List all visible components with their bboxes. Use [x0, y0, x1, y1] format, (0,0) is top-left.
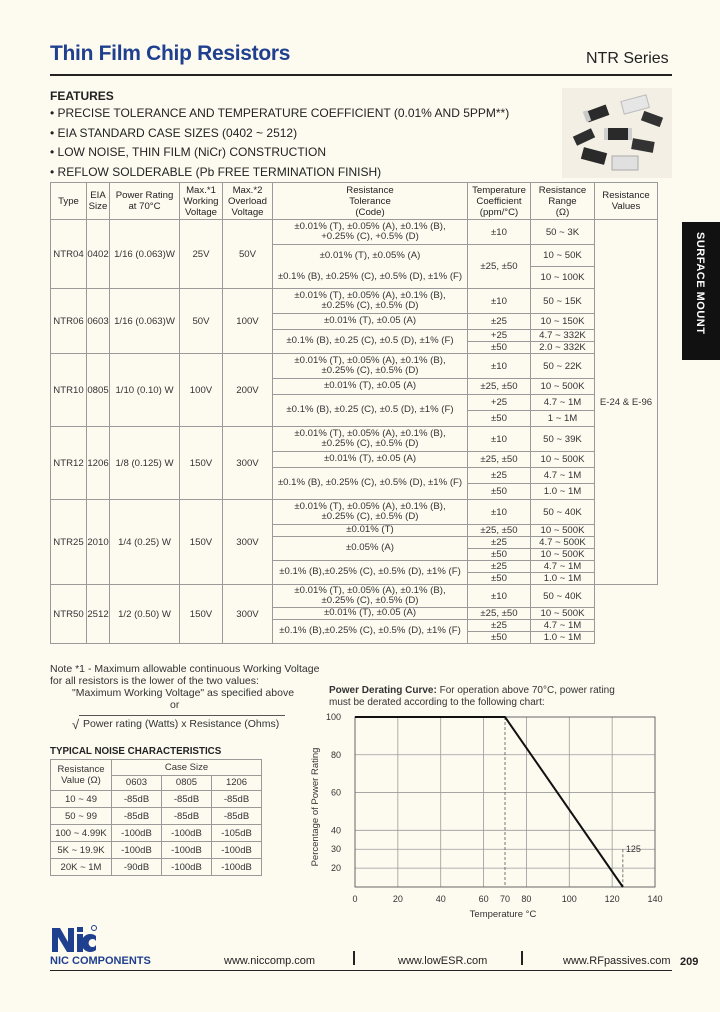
footer-rule	[50, 970, 672, 971]
noise-cell: -100dB	[212, 842, 262, 859]
tc-cell: ±50	[468, 549, 531, 561]
tc-cell: ±25	[468, 314, 531, 330]
tc-cell: +25	[468, 395, 531, 411]
tc-cell: ±25, ±50	[468, 245, 531, 289]
section-tab-label: SURFACE MOUNT	[694, 232, 706, 335]
y-tick-label: 80	[330, 749, 341, 760]
y-tick-label: 40	[330, 825, 341, 836]
tc-cell: ±10	[468, 220, 531, 245]
tolerance-cell: ±0.01% (T), ±0.05 (A)	[273, 314, 468, 330]
range-cell: 10 ~ 500K	[531, 525, 595, 537]
spec-table	[50, 182, 658, 644]
range-cell: 10 ~ 500K	[531, 452, 595, 468]
derating-chart	[300, 706, 680, 926]
range-cell: 10 ~ 50K	[531, 245, 595, 267]
tolerance-cell: ±0.1% (B),±0.25% (C), ±0.5% (D), ±1% (F)	[273, 620, 468, 644]
y-axis-label: Percentage of Power Rating	[310, 747, 321, 867]
range-cell: 4.7 ~ 1M	[531, 620, 595, 632]
x-tick-label: 80	[521, 894, 532, 904]
tc-cell: ±10	[468, 354, 531, 379]
range-cell: 50 ~ 15K	[531, 289, 595, 314]
tolerance-cell: ±0.01% (T), ±0.05% (A), ±0.1% (B), +0.25% (C), +0.5% (D)	[273, 220, 468, 245]
tc-cell: ±10	[468, 585, 531, 608]
chip-resistor-photo	[562, 88, 672, 178]
tolerance-cell: ±0.01% (T), ±0.05% (A) ±0.1% (B), ±0.25% (C), ±0.5% (D), ±1% (F)	[273, 245, 468, 289]
table-row	[51, 500, 658, 525]
features-list	[50, 104, 509, 182]
range-cell: 4.7 ~ 332K	[531, 330, 595, 342]
col-working-voltage: Max.*1 Working Voltage	[180, 183, 223, 220]
footer-link-lowesr[interactable]: www.lowESR.com	[398, 955, 488, 967]
working-voltage-cell: 50V	[180, 289, 223, 354]
col-overload-voltage: Max.*2 Overload Voltage	[223, 183, 273, 220]
noise-cell: -100dB	[162, 842, 212, 859]
tc-cell: ±25	[468, 468, 531, 484]
noise-cell: -85dB	[162, 791, 212, 808]
tolerance-cell: ±0.05% (A)	[273, 537, 468, 561]
overload-voltage-cell: 200V	[223, 354, 273, 427]
nic-logo-icon	[50, 924, 98, 954]
overload-voltage-cell: 100V	[223, 289, 273, 354]
eia-cell: 0603	[87, 289, 110, 354]
range-cell: 50 ~ 39K	[531, 427, 595, 452]
footer-separator	[353, 951, 355, 965]
working-voltage-cell: 25V	[180, 220, 223, 289]
noise-col-resistance: Resistance Value (Ω)	[51, 760, 112, 791]
noise-cell: -85dB	[212, 808, 262, 825]
chart-caption-line2: must be derated according to the following chart:	[329, 697, 545, 708]
noise-cell: -100dB	[212, 859, 262, 876]
note-or: or	[170, 699, 180, 711]
range-cell: 50 ~ 3K	[531, 220, 595, 245]
series-label: NTR Series	[586, 50, 669, 67]
working-voltage-cell: 150V	[180, 427, 223, 500]
table-row	[51, 354, 658, 379]
range-cell: 4.7 ~ 1M	[531, 395, 595, 411]
y-tick-label: 20	[330, 863, 341, 874]
working-voltage-cell: 100V	[180, 354, 223, 427]
range-cell: 50 ~ 40K	[531, 500, 595, 525]
range-cell: 10 ~ 150K	[531, 314, 595, 330]
x-tick-label: 0	[352, 894, 358, 904]
table-row	[51, 289, 658, 314]
range-cell: 50 ~ 22K	[531, 354, 595, 379]
tc-cell: ±10	[468, 427, 531, 452]
noise-row	[51, 808, 262, 825]
noise-row	[51, 842, 262, 859]
range-cell: 2.0 ~ 332K	[531, 342, 595, 354]
x-tick-label: 60	[478, 894, 489, 904]
footer-link-rfpassives[interactable]: www.RFpassives.com	[563, 955, 671, 967]
eia-cell: 0402	[87, 220, 110, 289]
range-cell: 1 ~ 1M	[531, 411, 595, 427]
sqrt-bar	[79, 715, 285, 716]
overload-voltage-cell: 300V	[223, 427, 273, 500]
noise-cell: -100dB	[162, 825, 212, 842]
tolerance-cell: ±0.1% (B), ±0.25 (C), ±0.5 (D), ±1% (F)	[273, 330, 468, 354]
feature-item: • LOW NOISE, THIN FILM (NiCr) CONSTRUCTION	[50, 143, 509, 163]
power-cell: 1/8 (0.125) W	[110, 427, 180, 500]
range-cell: 10 ~ 500K	[531, 608, 595, 620]
noise-row	[51, 791, 262, 808]
eia-cell: 2512	[87, 585, 110, 644]
eia-cell: 1206	[87, 427, 110, 500]
noise-cell: -85dB	[112, 791, 162, 808]
tolerance-cell: ±0.01% (T), ±0.05 (A)	[273, 608, 468, 620]
noise-cell: -90dB	[112, 859, 162, 876]
tc-cell: ±25, ±50	[468, 452, 531, 468]
tolerance-cell: ±0.01% (T)	[273, 525, 468, 537]
noise-cell: -100dB	[112, 825, 162, 842]
range-cell: 10 ~ 500K	[531, 549, 595, 561]
noise-cell: -85dB	[212, 791, 262, 808]
tolerance-cell: ±0.01% (T), ±0.05% (A), ±0.1% (B), ±0.25% (C), ±0.5% (D)	[273, 500, 468, 525]
page-title: Thin Film Chip Resistors	[50, 42, 291, 65]
page-number: 209	[680, 956, 699, 968]
noise-table	[50, 759, 262, 876]
noise-col-case-size: Case Size	[112, 760, 262, 776]
type-cell: NTR10	[51, 354, 87, 427]
noise-cell: 50 ~ 99	[51, 808, 112, 825]
header-rule	[50, 74, 672, 76]
col-range: Resistance Range (Ω)	[531, 183, 595, 220]
col-temp-coefficient: Temperature Coefficient (ppm/°C)	[468, 183, 531, 220]
tolerance-cell: ±0.01% (T), ±0.05% (A), ±0.1% (B), ±0.25% (C), ±0.5% (D)	[273, 289, 468, 314]
y-tick-label: 60	[330, 787, 341, 798]
noise-cell: 20K ~ 1M	[51, 859, 112, 876]
type-cell: NTR12	[51, 427, 87, 500]
chart-series	[355, 717, 623, 887]
noise-cell: -100dB	[162, 859, 212, 876]
type-cell: NTR50	[51, 585, 87, 644]
footer-separator	[521, 951, 523, 965]
tolerance-cell: ±0.01% (T), ±0.05 (A)	[273, 452, 468, 468]
noise-cell: 100 ~ 4.99K	[51, 825, 112, 842]
power-cell: 1/10 (0.10) W	[110, 354, 180, 427]
table-row	[51, 220, 658, 245]
range-cell: 4.7 ~ 1M	[531, 561, 595, 573]
x-tick-label: 140	[647, 894, 663, 904]
range-cell: 1.0 ~ 1M	[531, 573, 595, 585]
tc-cell: ±25, ±50	[468, 525, 531, 537]
tolerance-cell: ±0.01% (T), ±0.05% (A), ±0.1% (B), ±0.25% (C), ±0.5% (D)	[273, 427, 468, 452]
noise-cell: 10 ~ 49	[51, 791, 112, 808]
range-cell: 4.7 ~ 500K	[531, 537, 595, 549]
tc-cell: ±50	[468, 632, 531, 644]
tolerance-cell: ±0.01% (T), ±0.05% (A), ±0.1% (B), ±0.25% (C), ±0.5% (D)	[273, 585, 468, 608]
chart-grid	[355, 717, 655, 887]
noise-cell: -105dB	[212, 825, 262, 842]
type-cell: NTR06	[51, 289, 87, 354]
type-cell: NTR25	[51, 500, 87, 585]
eia-cell: 2010	[87, 500, 110, 585]
feature-item: • PRECISE TOLERANCE AND TEMPERATURE COEFFICIENT (0.01% AND 5PPM**)	[50, 104, 509, 124]
tolerance-cell: ±0.1% (B),±0.25% (C), ±0.5% (D), ±1% (F)	[273, 561, 468, 585]
y-tick-label: 30	[330, 844, 341, 855]
section-tab	[682, 222, 720, 360]
col-values: Resistance Values	[595, 183, 658, 220]
feature-item: • EIA STANDARD CASE SIZES (0402 ~ 2512)	[50, 124, 509, 144]
series-line	[355, 717, 623, 887]
range-cell: 1.0 ~ 1M	[531, 484, 595, 500]
chart-caption-bold: Power Derating Curve:	[329, 685, 437, 696]
noise-cell: -85dB	[162, 808, 212, 825]
tolerance-cell: ±0.1% (B), ±0.25 (C), ±0.5 (D), ±1% (F)	[273, 395, 468, 427]
eia-cell: 0805	[87, 354, 110, 427]
x-tick-label: 70	[499, 894, 511, 904]
overload-voltage-cell: 50V	[223, 220, 273, 289]
noise-size: 1206	[212, 775, 262, 791]
x-tick-label: 120	[604, 894, 620, 904]
range-cell: 4.7 ~ 1M	[531, 468, 595, 484]
overload-voltage-cell: 300V	[223, 500, 273, 585]
tc-cell: ±25, ±50	[468, 379, 531, 395]
noise-row	[51, 825, 262, 842]
note-1-line: Note *1 - Maximum allowable continuous Working Voltage	[50, 663, 320, 675]
type-cell: NTR04	[51, 220, 87, 289]
col-power: Power Rating at 70°C	[110, 183, 180, 220]
tolerance-cell: ±0.1% (B), ±0.25% (C), ±0.5% (D), ±1% (F)	[273, 468, 468, 500]
noise-size: 0603	[112, 775, 162, 791]
power-cell: 1/4 (0.25) W	[110, 500, 180, 585]
col-type: Type	[51, 183, 87, 220]
noise-cell: -85dB	[112, 808, 162, 825]
table-row	[51, 427, 658, 452]
working-voltage-cell: 150V	[180, 585, 223, 644]
noise-header-row	[51, 760, 262, 776]
col-tolerance: Resistance Tolerance (Code)	[273, 183, 468, 220]
table-row	[51, 585, 658, 608]
noise-size: 0805	[162, 775, 212, 791]
tc-cell: ±50	[468, 573, 531, 585]
power-cell: 1/16 (0.063)W	[110, 220, 180, 289]
range-cell: 10 ~ 100K	[531, 267, 595, 289]
noise-title: TYPICAL NOISE CHARACTERISTICS	[50, 746, 222, 757]
noise-cell: 5K ~ 19.9K	[51, 842, 112, 859]
feature-item: • REFLOW SOLDERABLE (Pb FREE TERMINATION FINISH)	[50, 163, 509, 183]
tc-cell: ±25	[468, 620, 531, 632]
noise-cell: -100dB	[112, 842, 162, 859]
x-tick-label: 100	[561, 894, 577, 904]
tc-cell: ±10	[468, 500, 531, 525]
x-tick-label: 20	[392, 894, 403, 904]
annotation-label: 125	[625, 844, 641, 855]
tc-cell: +25	[468, 330, 531, 342]
x-axis-label: Temperature °C	[469, 909, 537, 920]
working-voltage-cell: 150V	[180, 500, 223, 585]
tc-cell: ±25	[468, 561, 531, 573]
footer-link-niccomp[interactable]: www.niccomp.com	[224, 955, 316, 967]
note-1-line: for all resistors is the lower of the two values:	[50, 674, 259, 687]
range-cell: 1.0 ~ 1M	[531, 632, 595, 644]
note-line-a: "Maximum Working Voltage" as specified above	[72, 687, 295, 699]
tolerance-cell: ±0.01% (T), ±0.05 (A)	[273, 379, 468, 395]
table-header-row	[51, 183, 658, 220]
range-cell: 10 ~ 500K	[531, 379, 595, 395]
range-cell: 50 ~ 40K	[531, 585, 595, 608]
sqrt-icon: √	[72, 717, 80, 732]
features-heading: FEATURES	[50, 89, 114, 103]
power-cell: 1/2 (0.50) W	[110, 585, 180, 644]
chart-caption-rest: For operation above 70°C, power rating	[436, 685, 615, 696]
col-eia: EIA Size	[87, 183, 110, 220]
tc-cell: ±25, ±50	[468, 608, 531, 620]
tc-cell: ±10	[468, 289, 531, 314]
tc-cell: ±50	[468, 411, 531, 427]
brand-name: NIC COMPONENTS	[50, 955, 151, 967]
overload-voltage-cell: 300V	[223, 585, 273, 644]
noise-row	[51, 859, 262, 876]
note-1	[50, 664, 319, 687]
note-line-b: Power rating (Watts) x Resistance (Ohms)	[83, 718, 280, 730]
values-cell: E-24 & E-96	[595, 220, 658, 585]
y-tick-label: 100	[325, 712, 341, 722]
tc-cell: ±50	[468, 484, 531, 500]
tc-cell: ±50	[468, 342, 531, 354]
power-cell: 1/16 (0.063)W	[110, 289, 180, 354]
tolerance-cell: ±0.01% (T), ±0.05% (A), ±0.1% (B), ±0.25% (C), ±0.5% (D)	[273, 354, 468, 379]
tc-cell: ±25	[468, 537, 531, 549]
chart-labels	[310, 712, 663, 920]
x-tick-label: 40	[435, 894, 446, 904]
